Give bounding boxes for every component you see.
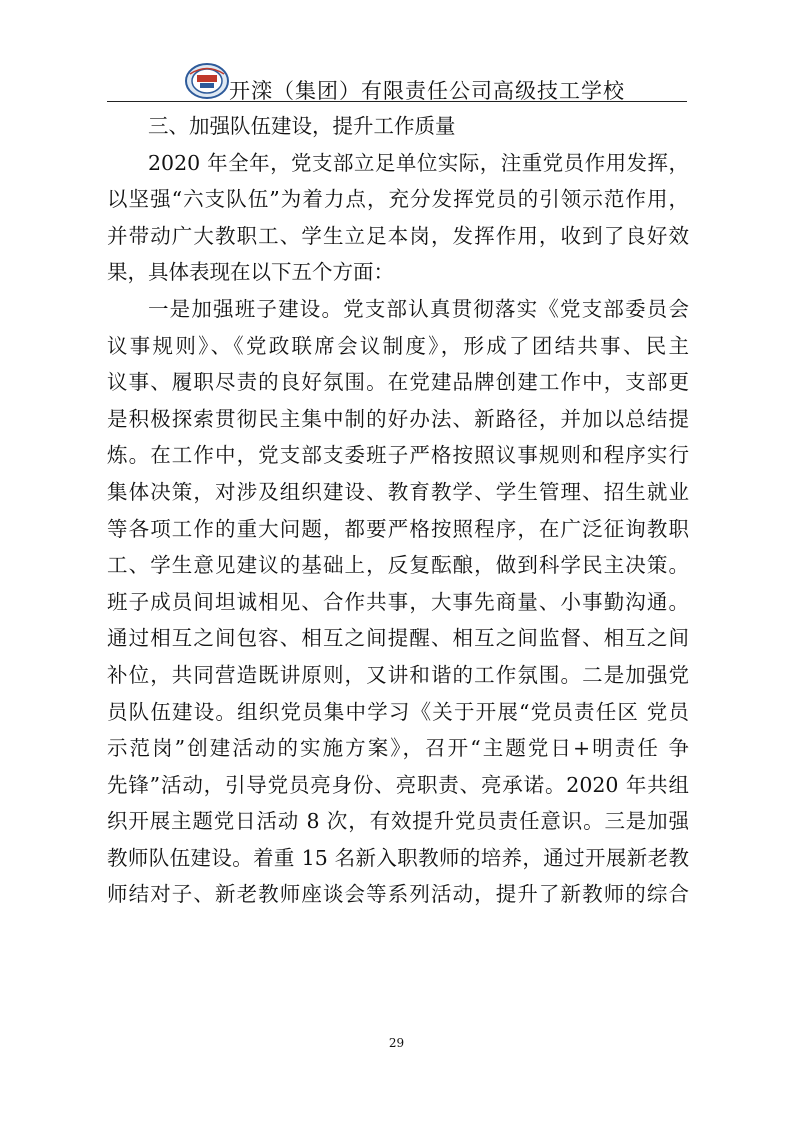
paragraph-line: 炼。在工作中，党支部支委班子严格按照议事规则和程序实行	[107, 443, 689, 468]
paragraph-line: 一是加强班子建设。党支部认真贯彻落实《党支部委员会	[148, 296, 689, 321]
header-title: 开滦（集团）有限责任公司高级技工学校	[229, 79, 625, 103]
paragraph-line: 师结对子、新老教师座谈会等系列活动，提升了新教师的综合	[107, 882, 689, 907]
paragraph-line: 示范岗”创建活动的实施方案》，召开“主题党日+明责任 争	[107, 736, 689, 761]
section-heading: 三、加强队伍建设，提升工作质量	[148, 114, 456, 138]
paragraph-line: 以坚强“六支队伍”为着力点，充分发挥党员的引领示范作用，	[107, 187, 689, 212]
body-text	[107, 108, 689, 913]
paragraph-line: 议事、履职尽责的良好氛围。在党建品牌创建工作中，支部更	[107, 370, 689, 395]
paragraph-line: 员队伍建设。组织党员集中学习《关于开展“党员责任区 党员	[107, 699, 689, 724]
header-rule	[107, 101, 687, 102]
paragraph-line: 议事规则》、《党政联席会议制度》，形成了团结共事、民主	[107, 333, 689, 358]
paragraph-line: 补位，共同营造既讲原则，又讲和谐的工作氛围。二是加强党	[107, 662, 689, 687]
paragraph-line: 先锋”活动，引导党员亮身份、亮职责、亮承诺。2020 年共组	[107, 772, 689, 797]
paragraph-line: 等各项工作的重大问题，都要严格按照程序，在广泛征询教职	[107, 516, 689, 541]
paragraph-line: 2020 年全年，党支部立足单位实际，注重党员作用发挥，	[148, 150, 689, 175]
paragraph-line: 集体决策，对涉及组织建设、教育教学、学生管理、招生就业	[107, 479, 689, 504]
paragraph-line: 是积极探索贯彻民主集中制的好办法、新路径，并加以总结提	[107, 406, 689, 431]
school-emblem-icon	[184, 62, 230, 100]
page-header	[107, 62, 687, 102]
paragraph-line: 并带动广大教职工、学生立足本岗，发挥作用，收到了良好效	[107, 223, 689, 248]
page-number: 29	[388, 1036, 405, 1050]
paragraph-line: 通过相互之间包容、相互之间提醒、相互之间监督、相互之间	[107, 626, 689, 651]
paragraph-line: 工、学生意见建议的基础上，反复酝酿，做到科学民主决策。	[107, 553, 689, 578]
paragraph-line: 教师队伍建设。着重 15 名新入职教师的培养，通过开展新老教	[107, 845, 689, 870]
paragraph-line: 班子成员间坦诚相见、合作共事，大事先商量、小事勤沟通。	[107, 589, 689, 614]
paragraph-line: 织开展主题党日活动 8 次，有效提升党员责任意识。三是加强	[107, 809, 689, 834]
paragraph-line: 果，具体表现在以下五个方面：	[107, 260, 394, 285]
